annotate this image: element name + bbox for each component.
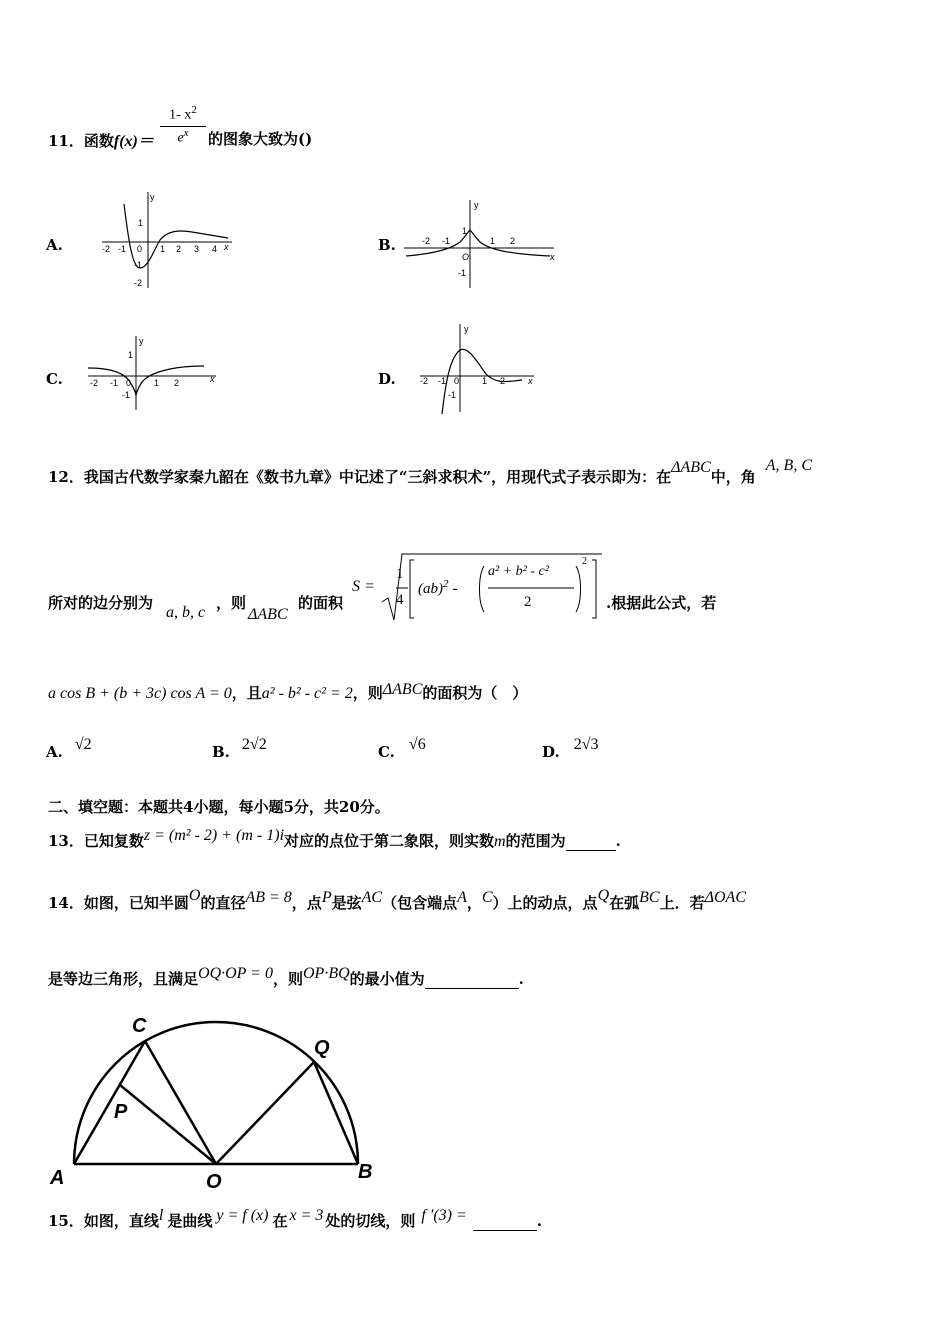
q14-AC: AC — [361, 889, 383, 906]
q12-option-d[interactable] — [542, 736, 599, 762]
q14-f: ）上的动点，点 — [492, 894, 598, 912]
q14-Q: Q — [597, 887, 610, 904]
q12-option-b-value: 2√2 — [241, 736, 267, 753]
q12-tri: ΔABC — [671, 459, 711, 476]
segment-CO — [145, 1041, 216, 1164]
tick: 0 — [454, 376, 460, 386]
q12-option-a[interactable] — [46, 736, 92, 762]
q12-option-c[interactable] — [378, 736, 426, 762]
q13-middle: 对应的点位于第二象限，则实数 — [284, 832, 495, 850]
q14-line2-b: ，则 — [272, 970, 303, 988]
tick: -2 — [420, 376, 429, 386]
q14-end: . — [518, 970, 524, 988]
q12-option-c-label: C. — [378, 743, 395, 761]
x-label: x — [224, 242, 229, 252]
q14-AB: AB = 8 — [245, 889, 292, 906]
tick: -1 — [448, 390, 457, 400]
q12-tri3: ΔABC — [382, 681, 423, 698]
q11-numerator: 1- x — [169, 107, 192, 123]
q12-outer-sq: 2 — [582, 556, 587, 567]
q14-line2-a: 是等边三角形，且满足 — [48, 970, 199, 988]
tick: 1 — [482, 376, 488, 386]
q12-tri2: ΔABC — [248, 606, 288, 623]
q14-line1 — [48, 887, 746, 913]
q14-BC: BC — [639, 889, 660, 906]
tick: 4 — [212, 244, 218, 254]
q13-stem — [48, 827, 621, 851]
q11-option-a-label[interactable]: A. — [46, 236, 63, 254]
tick: 3 — [194, 244, 200, 254]
q14-h: 上．若 — [659, 894, 705, 912]
tick: -2 — [102, 244, 111, 254]
graph-c[interactable] — [84, 332, 224, 414]
y-label: y — [139, 336, 144, 346]
q11-den-exp: x — [183, 126, 189, 139]
q12-option-c-value: √6 — [408, 736, 426, 753]
q12-line3 — [48, 682, 527, 703]
segment-QB — [314, 1062, 358, 1164]
q12-line2-c: 的面积 — [298, 594, 344, 612]
tick: 2 — [510, 236, 516, 246]
q11-option-b-label[interactable]: B. — [378, 236, 396, 254]
tick: 1 — [160, 244, 166, 254]
q12-line1 — [48, 457, 812, 487]
chord-AC — [74, 1041, 145, 1164]
label-Q: Q — [314, 1037, 330, 1059]
tick: -2 — [422, 236, 431, 246]
y-label: y — [474, 200, 479, 210]
q12-frac-4: 4 — [396, 592, 404, 608]
tick: 1 — [462, 226, 468, 236]
q12-option-b[interactable] — [212, 736, 267, 762]
q12-angles: A, B, C — [765, 457, 812, 474]
q12-cond1: a cos B + (b + 3c) cos A = 0 — [48, 685, 232, 702]
tick: -1 — [118, 244, 127, 254]
graph-d[interactable] — [416, 320, 540, 416]
graph-b[interactable] — [400, 196, 560, 292]
segment-PO — [120, 1085, 216, 1164]
q11-option-c-label[interactable]: C. — [46, 370, 63, 388]
tick: 0 — [126, 378, 132, 388]
q12-ab-sq: 2 — [443, 578, 449, 590]
q11-fraction — [160, 104, 206, 146]
q13-m: m — [494, 833, 506, 850]
q15-a: 15．如图，直线 — [48, 1212, 159, 1230]
q12-ab-text: (ab) — [418, 581, 443, 597]
q12-line2-a: 所对的边分别为 — [48, 594, 154, 612]
tick: -2 — [90, 378, 99, 388]
q14-e: （包含端点 — [382, 894, 458, 912]
section-2-heading: 二、填空题：本题共4小题，每小题5分，共20分。 — [48, 798, 390, 816]
tick: -1 — [438, 376, 447, 386]
q14-a: 14．如图，已知半圆 — [48, 894, 189, 912]
q12-line1-text: 12．我国古代数学家秦九韶在《数书九章》中记述了“三斜求积术”，用现代式子表示即为：在 — [48, 468, 672, 486]
q12-line2-b: ，则 — [216, 594, 247, 612]
tick: -1 — [134, 260, 143, 270]
q13-end: . — [615, 832, 621, 850]
label-B: B — [358, 1161, 373, 1183]
q15-fp: f ′(3) = — [421, 1207, 467, 1224]
q12-frac-1: 1 — [396, 566, 404, 582]
q11-num-exp: 2 — [191, 104, 197, 116]
q13-suffix: 的范围为 — [505, 832, 566, 850]
q14-answer-blank[interactable] — [425, 988, 519, 989]
q11-suffix: 的图象大致为() — [208, 130, 313, 148]
y-label: y — [150, 192, 155, 202]
label-A: A — [50, 1167, 65, 1189]
origin-label: O — [462, 252, 470, 262]
q12-sides: a, b, c — [166, 604, 206, 621]
tick: 1 — [128, 350, 134, 360]
label-P: P — [114, 1101, 128, 1123]
q15-end: . — [536, 1212, 543, 1230]
q15-c: 在 — [272, 1212, 288, 1230]
q12-formula-radical — [380, 550, 604, 624]
q11-option-d-label[interactable]: D. — [378, 370, 396, 388]
tick: 2 — [174, 378, 180, 388]
tick: -2 — [134, 278, 143, 288]
q13-z: z = (m² - 2) + (m - 1)i — [143, 827, 285, 844]
q12-S: S = — [352, 578, 375, 595]
q11-stem — [48, 128, 154, 151]
y-label: y — [464, 324, 469, 334]
q12-ab — [418, 578, 458, 598]
q12-option-d-label: D. — [542, 743, 560, 761]
tick: 1 — [138, 218, 144, 228]
tick: -1 — [110, 378, 119, 388]
q12-option-a-value: √2 — [74, 736, 92, 753]
q12-minus: - — [448, 580, 458, 597]
tick: 2 — [176, 244, 182, 254]
curve — [88, 366, 204, 396]
tick: 1 — [490, 236, 496, 246]
q15-answer-blank[interactable] — [473, 1230, 537, 1231]
curve — [124, 204, 228, 268]
tick: 1 — [154, 378, 160, 388]
tick: -1 — [122, 390, 131, 400]
q14-comma: ， — [466, 894, 482, 912]
q15-b: 是曲线 — [167, 1212, 213, 1230]
q12-option-d-value: 2√3 — [573, 736, 599, 753]
q14-A: A — [457, 889, 467, 906]
q12-inner-den: 2 — [524, 594, 532, 610]
q12-then: ，则 — [352, 684, 383, 702]
q12-ask: 的面积为（ ） — [422, 684, 528, 702]
q14-dot2: OP·BQ — [302, 965, 350, 982]
q14-line2 — [48, 965, 524, 989]
q12-option-a-label: A. — [46, 743, 63, 761]
q15-stem — [48, 1207, 543, 1231]
q14-b: 的直径 — [200, 894, 246, 912]
q13-prefix: 13．已知复数 — [48, 832, 144, 850]
q14-figure — [44, 1008, 384, 1190]
x-label: x — [528, 376, 533, 386]
q14-line2-c: 的最小值为 — [349, 970, 425, 988]
tick: -1 — [442, 236, 451, 246]
q11-func: f(x)＝ — [113, 133, 154, 150]
q14-g: 在弧 — [609, 894, 640, 912]
tick: 0 — [137, 244, 143, 254]
x-label: x — [550, 252, 555, 262]
q14-P: P — [321, 889, 332, 906]
label-C: C — [132, 1015, 147, 1037]
q11-denominator: e — [177, 130, 184, 146]
graph-a[interactable] — [98, 186, 238, 292]
tick: -1 — [458, 268, 467, 278]
q14-C: C — [481, 889, 493, 906]
label-O: O — [206, 1171, 222, 1190]
segment-OQ — [216, 1062, 314, 1164]
x-label: x — [210, 374, 215, 384]
q14-OAC: ΔOAC — [704, 889, 746, 906]
q14-c: ，点 — [291, 894, 322, 912]
q13-answer-blank[interactable] — [566, 850, 616, 851]
q12-inner-num: a² + b² - c² — [488, 564, 549, 579]
q12-cond2: a² - b² - c² = 2 — [261, 685, 353, 702]
q15-curve: y = f (x) — [216, 1207, 269, 1224]
q12-line2-d: .根据此公式，若 — [606, 594, 717, 612]
q15-x3: x = 3 — [289, 1207, 324, 1224]
q11-prefix: 11．函数 — [48, 132, 114, 150]
q12-and: ，且 — [231, 684, 262, 702]
q15-l: l — [158, 1207, 164, 1224]
q12-mid: 中，角 — [710, 468, 756, 486]
q14-d: 是弦 — [331, 894, 362, 912]
q12-option-b-label: B. — [212, 743, 230, 761]
q14-O: O — [188, 887, 201, 904]
q14-dot1: OQ·OP = 0 — [198, 965, 273, 982]
q15-d: 处的切线，则 — [325, 1212, 416, 1230]
tick: 2 — [500, 376, 506, 386]
